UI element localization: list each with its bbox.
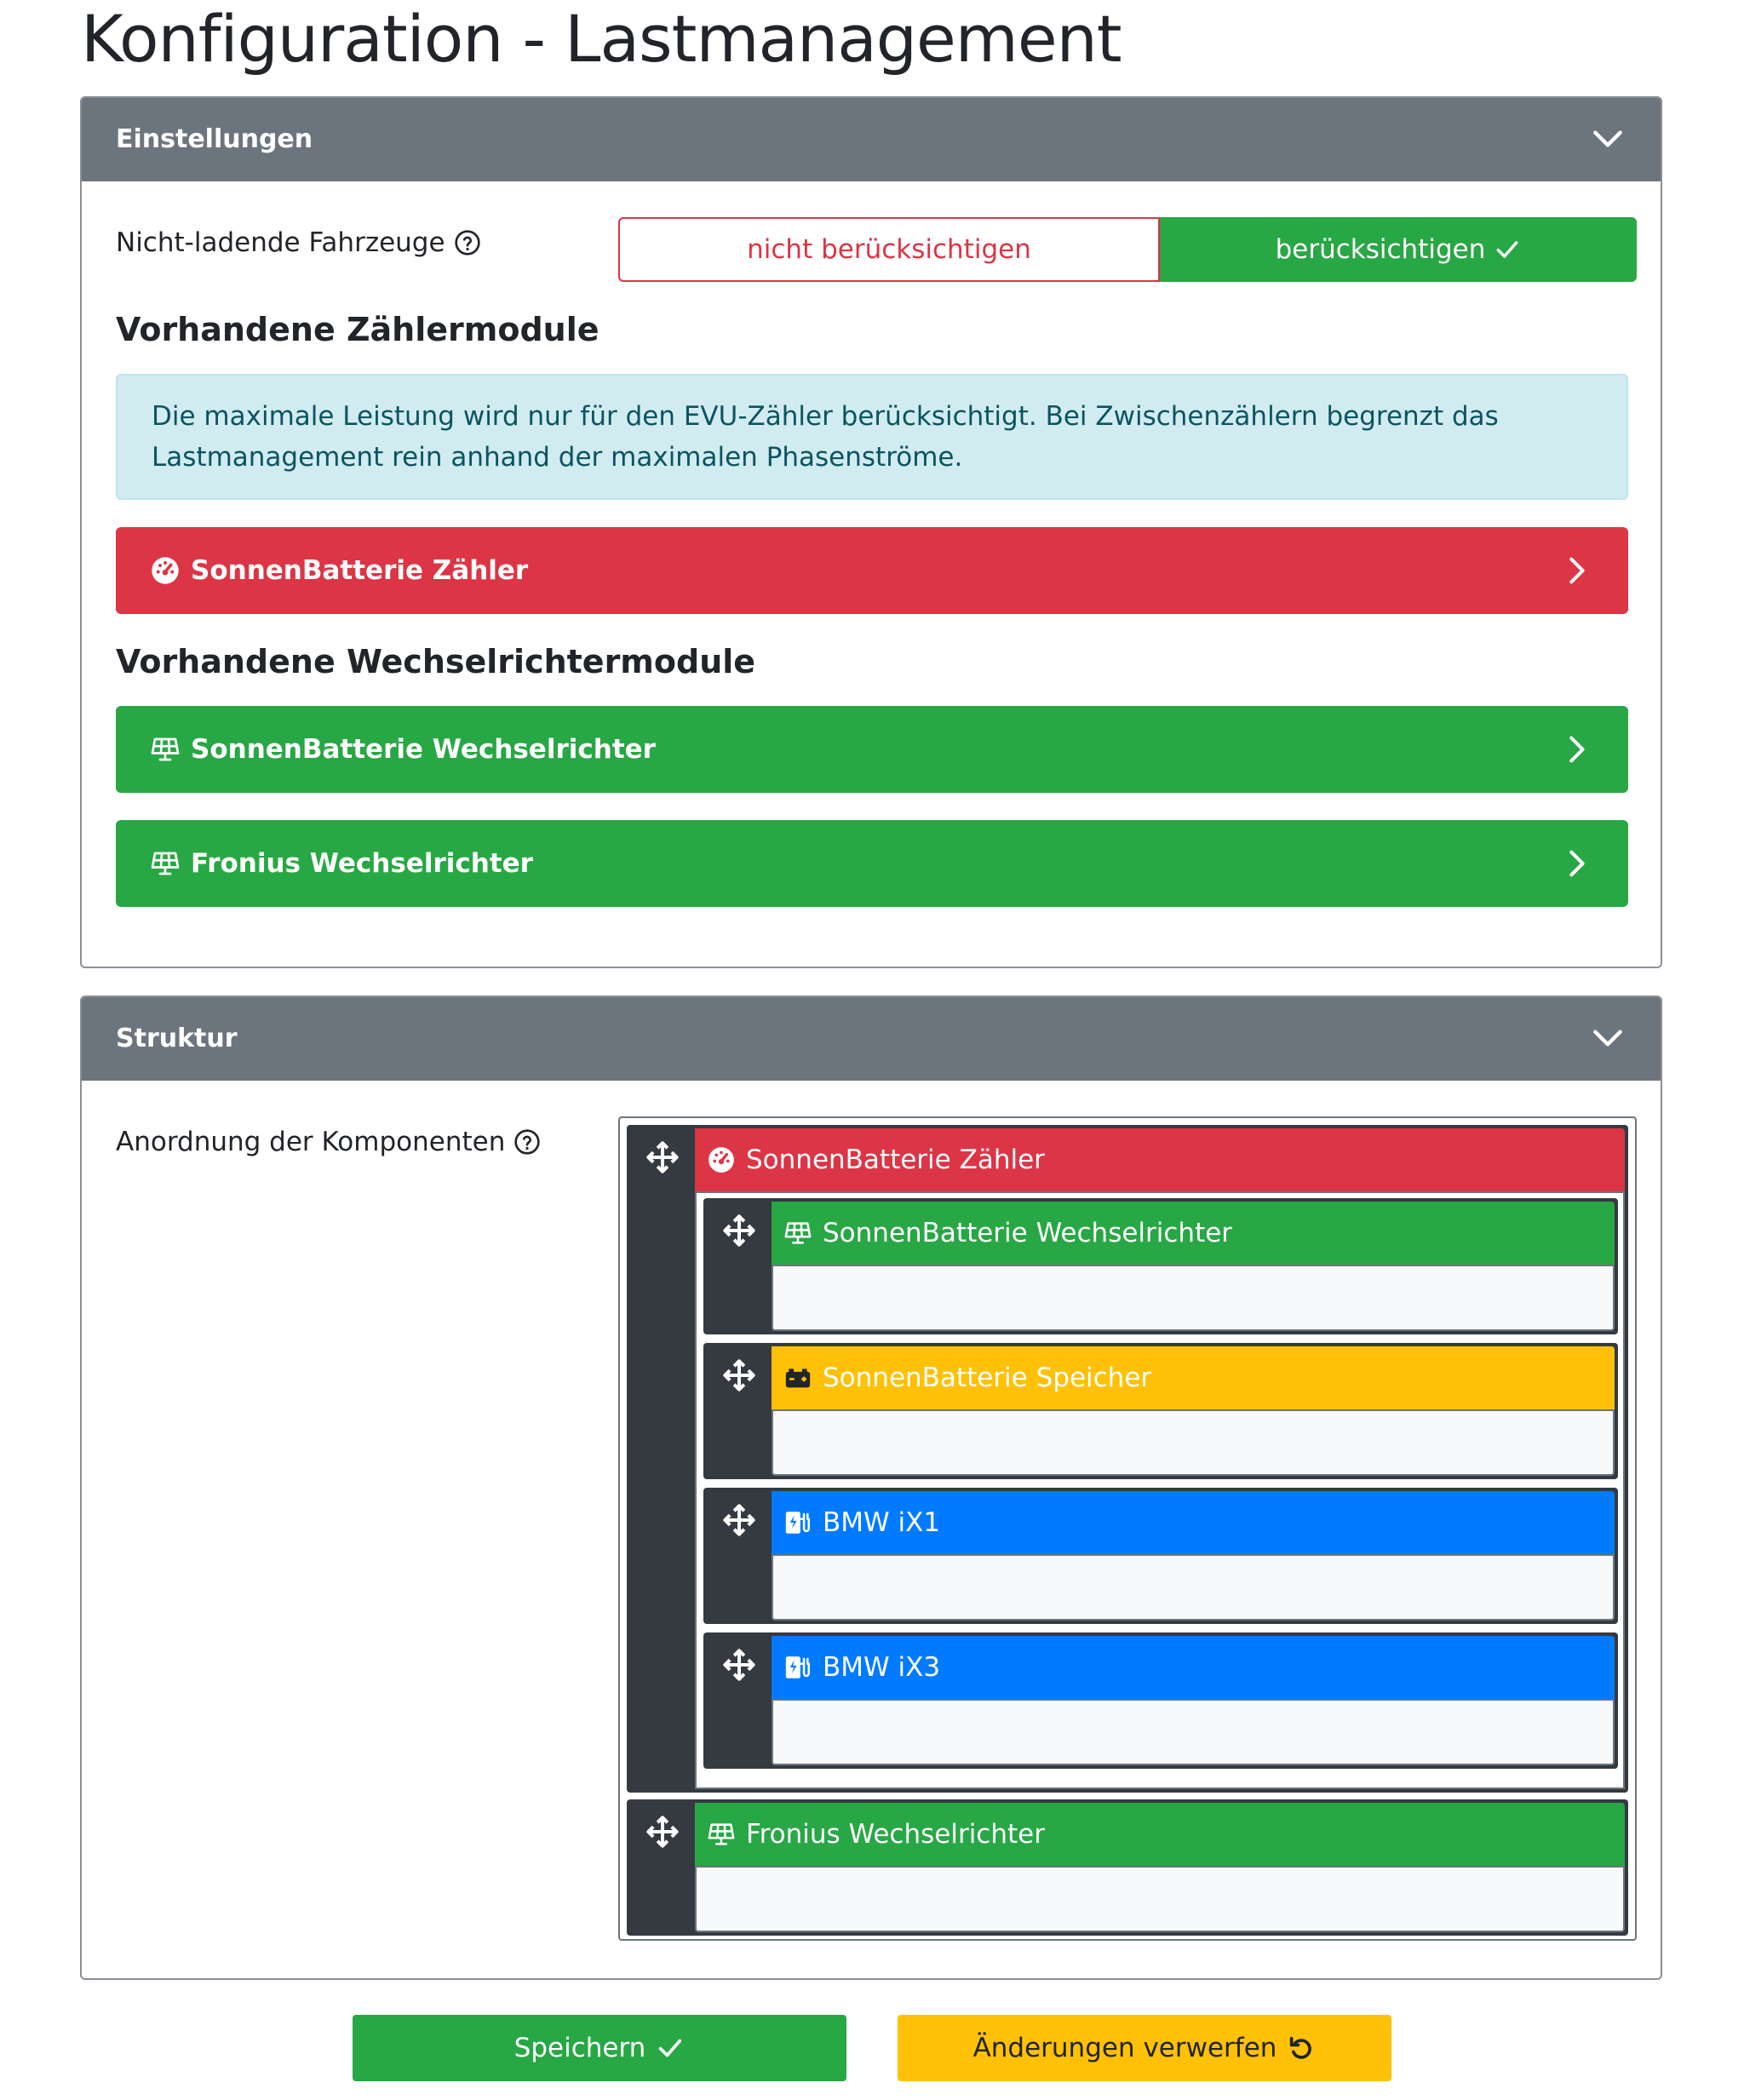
solar-panel-icon — [783, 1219, 812, 1248]
meter-module-sonnenbatterie[interactable] — [116, 527, 1628, 614]
save-button[interactable] — [353, 2015, 846, 2081]
inverter-module-label: SonnenBatterie Wechselrichter — [191, 734, 656, 765]
help-icon[interactable] — [454, 229, 481, 256]
drag-handle[interactable] — [703, 1343, 772, 1411]
drag-handle[interactable] — [627, 1799, 695, 1868]
drag-handle[interactable] — [703, 1198, 772, 1266]
solar-panel-icon — [707, 1820, 736, 1849]
tree-node-sonnenbatterie-inverter[interactable] — [703, 1198, 1618, 1334]
gauge-icon — [150, 555, 181, 586]
move-icon — [645, 1140, 680, 1174]
tree-node-sonnenbatterie-storage[interactable] — [703, 1343, 1618, 1479]
tree-node-header — [772, 1636, 1615, 1699]
inverters-section-title: Vorhandene Wechselrichtermodule — [116, 643, 756, 680]
chevron-right-icon — [1560, 732, 1594, 766]
tree-node-dropzone[interactable] — [772, 1265, 1615, 1331]
drag-handle[interactable] — [703, 1488, 772, 1556]
meters-section-title: Vorhandene Zählermodule — [116, 311, 600, 348]
move-icon — [722, 1503, 756, 1537]
tree-node-label: SonnenBatterie Zähler — [746, 1145, 1045, 1175]
tree-node-header — [772, 1346, 1615, 1409]
tree-node-dropzone[interactable] — [695, 1866, 1625, 1932]
charging-station-icon — [783, 1508, 812, 1537]
tree-node-dropzone[interactable] — [772, 1554, 1615, 1621]
non-charging-vehicles-label — [116, 227, 481, 258]
toggle-option-consider-label: berücksichtigen — [1275, 234, 1486, 265]
tree-node-header — [695, 1128, 1625, 1191]
non-charging-vehicles-text: Nicht-ladende Fahrzeuge — [116, 227, 445, 258]
non-charging-vehicles-toggle — [618, 217, 1637, 282]
tree-node-dropzone[interactable] — [772, 1409, 1615, 1476]
tree-node-fronius-inverter[interactable] — [627, 1799, 1628, 1936]
move-icon — [722, 1358, 756, 1392]
tree-node-label: BMW iX3 — [823, 1652, 941, 1683]
help-icon[interactable] — [513, 1128, 541, 1156]
toggle-option-ignore[interactable]: nicht berücksichtigen — [618, 217, 1160, 282]
car-battery-icon — [783, 1363, 812, 1392]
chevron-down-icon[interactable] — [1589, 120, 1626, 158]
solar-panel-icon — [150, 848, 181, 879]
move-icon — [722, 1648, 756, 1682]
tree-node-children — [695, 1191, 1625, 1789]
structure-card — [80, 995, 1662, 1980]
tree-node-bmw-ix3[interactable] — [703, 1632, 1618, 1769]
tree-node-label: SonnenBatterie Speicher — [823, 1363, 1152, 1393]
discard-button-label: Änderungen verwerfen — [972, 2033, 1277, 2063]
settings-card-title: Einstellungen — [116, 124, 313, 154]
tree-node-header — [772, 1202, 1615, 1265]
move-icon — [645, 1815, 680, 1849]
tree-node-header — [772, 1491, 1615, 1554]
meter-module-label: SonnenBatterie Zähler — [191, 555, 529, 586]
undo-icon — [1287, 2034, 1316, 2063]
inverter-module-fronius[interactable] — [116, 820, 1628, 907]
inverter-module-label: Fronius Wechselrichter — [191, 848, 533, 879]
page-title: Konfiguration - Lastmanagement — [81, 1, 1122, 77]
tree-node-header — [695, 1803, 1625, 1866]
info-alert: Die maximale Leistung wird nur für den EVU-Zähler berücksichtigt. Bei Zwischenzählern begrenzt das Lastmanagement rein anhand der maximalen Phasenströme. — [116, 374, 1628, 500]
settings-card-header[interactable] — [82, 98, 1661, 181]
chevron-right-icon — [1560, 554, 1594, 588]
settings-card — [80, 96, 1662, 968]
component-tree — [618, 1116, 1637, 1941]
tree-node-label: Fronius Wechselrichter — [746, 1819, 1045, 1850]
structure-card-title: Struktur — [116, 1024, 238, 1053]
arrangement-text: Anordnung der Komponenten — [116, 1127, 506, 1157]
arrangement-label — [116, 1127, 541, 1157]
tree-node-label: SonnenBatterie Wechselrichter — [823, 1218, 1233, 1248]
toggle-option-consider[interactable] — [1160, 217, 1637, 282]
drag-handle[interactable] — [703, 1632, 772, 1701]
structure-card-header[interactable] — [82, 997, 1661, 1081]
save-button-label: Speichern — [513, 2033, 646, 2063]
tree-node-dropzone[interactable] — [772, 1699, 1615, 1765]
gauge-icon — [707, 1145, 736, 1174]
solar-panel-icon — [150, 734, 181, 765]
discard-changes-button[interactable] — [898, 2015, 1391, 2081]
charging-station-icon — [783, 1653, 812, 1682]
inverter-module-sonnenbatterie[interactable] — [116, 706, 1628, 793]
check-icon — [656, 2034, 685, 2063]
drag-handle[interactable] — [627, 1125, 695, 1193]
tree-node-sonnenbatterie-meter[interactable] — [627, 1125, 1628, 1793]
tree-node-bmw-ix1[interactable] — [703, 1488, 1618, 1624]
tree-node-label: BMW iX1 — [823, 1507, 941, 1538]
chevron-down-icon[interactable] — [1589, 1019, 1626, 1057]
chevron-right-icon — [1560, 846, 1594, 881]
check-icon — [1494, 236, 1521, 263]
move-icon — [722, 1214, 756, 1248]
